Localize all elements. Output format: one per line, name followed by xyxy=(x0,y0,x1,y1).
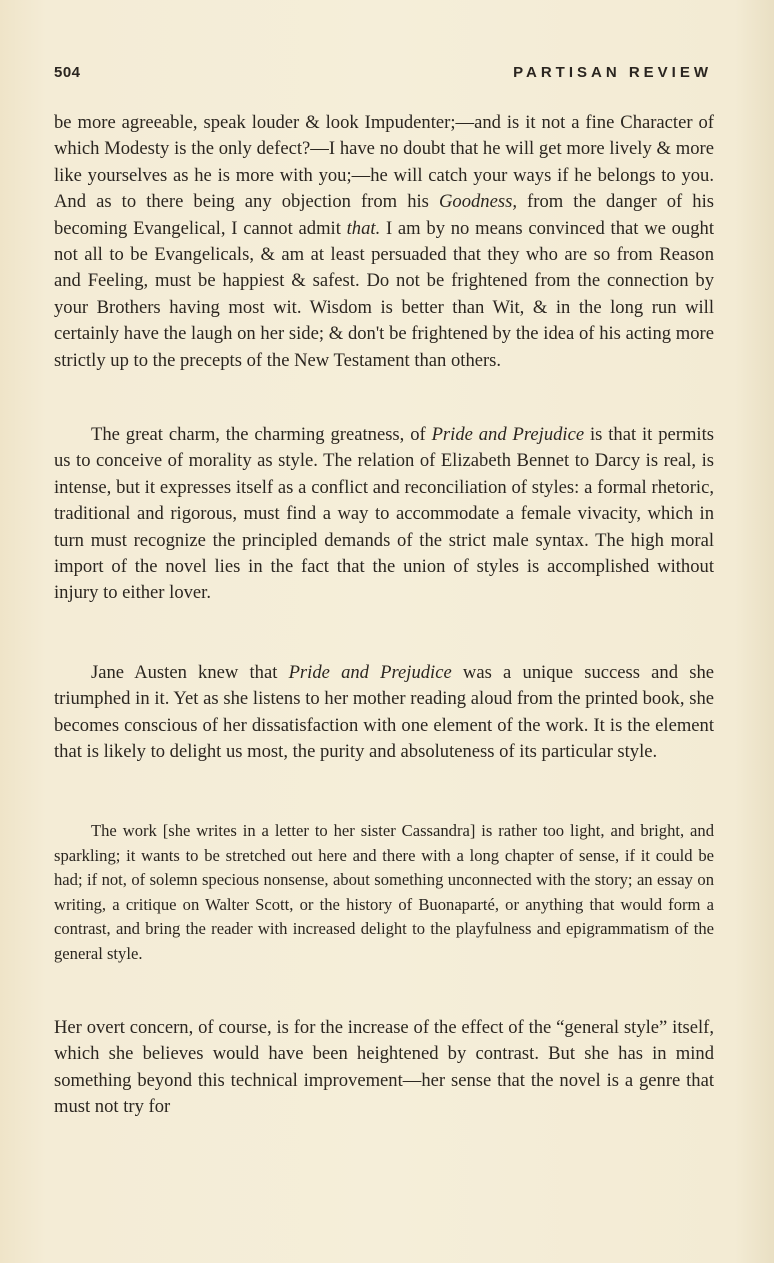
text-run: The great charm, the charming greatness, of xyxy=(91,424,432,445)
text-run: was a unique success and she triumphed in it. Yet as she listens to her mother reading aloud from the printed book, she becomes conscious of her dissatisfaction with one element of the work. It is the element that is likely to delight us most, the purity and absoluteness of its particular style. xyxy=(54,662,714,763)
paragraph-charm xyxy=(54,422,714,607)
italic-text: Goodness, xyxy=(438,191,517,213)
book-title: Pride and Prejudice xyxy=(431,424,585,445)
paragraph-success xyxy=(54,660,714,766)
text-run: from the danger of his becoming Evangelical, I cannot admit xyxy=(54,191,714,239)
page-header xyxy=(54,64,712,84)
page-number: 504 xyxy=(54,64,81,81)
paragraph-text: Her overt concern, of course, is for the increase of the effect of the “general style” itself, which she believes would have been heightened by contrast. But she has in mind something beyond this technical improvement—her sense that the novel is a genre that must not try for xyxy=(54,1017,714,1118)
text-run: Jane Austen knew that xyxy=(91,662,289,683)
text-run: be more agreeable, speak louder & look Impudenter;—and is it not a fine Character of which Modesty is the only defect?—I have no doubt that he will get more lively & more like yourselves as he is more with you;—he will catch your ways if he belongs to you. And as to there being any objection from his xyxy=(54,112,714,213)
paragraph-text xyxy=(54,422,714,607)
paragraph-letter-continuation xyxy=(54,110,714,374)
paragraph-text xyxy=(54,660,714,766)
text-run: I am by no means convinced that we ought not all to be Evangelicals, & am at least persuaded that they who are so from Reason and Feeling, must be happiest & safest. Do not be frightened from the connection by your Brothers having most wit. Wisdom is better than Wit, & in the long run will certainly have the laugh on her side; & don't be frightened by the idea of his acting more strictly up to the precepts of the New Testament than others. xyxy=(54,217,714,371)
block-quote xyxy=(54,819,714,967)
quote-text: The work [she writes in a letter to her sister Cassandra] is rather too light, and bright, and sparkling; it wants to be stretched out here and there with a long chapter of sense, if it could be had; if not, of solemn specious nonsense, about something unconnected with the story; an essay on writing, a critique on Walter Scott, or the history of Buonaparté, or anything that would form a contrast, and bring the reader with increased delight to the playfulness and epigrammatism of the general style. xyxy=(54,821,714,963)
running-head: PARTISAN REVIEW xyxy=(513,64,712,81)
book-title: Pride and Prejudice xyxy=(288,662,452,683)
paragraph-text xyxy=(54,110,714,374)
text-run: is that it permits us to conceive of morality as style. The relation of Elizabeth Bennet to Darcy is real, is intense, but it expresses itself as a conflict and reconciliation of styles: a formal rhetoric, traditional and rigorous, must find a way to accommodate a female vivacity, which in turn must recognize the principled demands of the strict male syntax. The high moral import of the novel lies in the fact that the union of styles is accomplished without injury to either lover. xyxy=(54,424,714,604)
italic-text: that. xyxy=(346,217,381,239)
paragraph-concern xyxy=(54,1015,714,1121)
